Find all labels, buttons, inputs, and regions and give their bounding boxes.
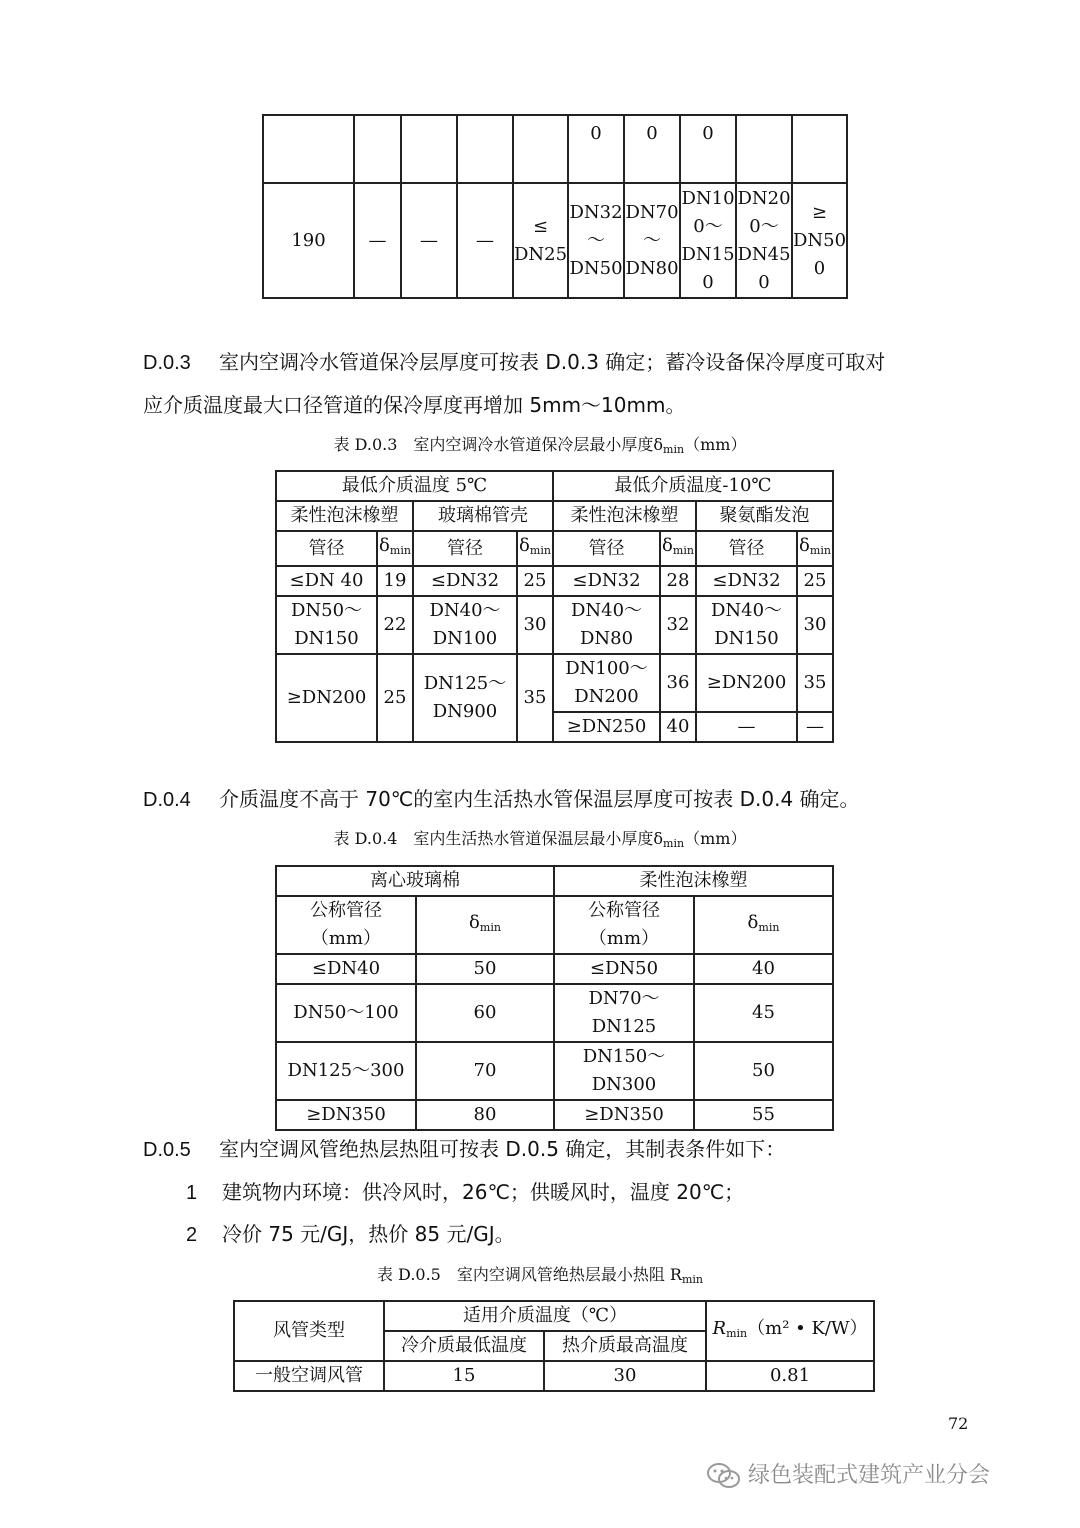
table-header: 最低介质温度-10℃ xyxy=(553,471,833,501)
table-row: ≤DN 40 19 ≤DN32 25 ≤DN32 28 ≤DN32 25 xyxy=(276,566,833,596)
d03-paragraph xyxy=(143,346,885,379)
top-table xyxy=(262,114,848,299)
table-header: $\delta_{min}$ xyxy=(517,531,553,566)
top-table-row-1 xyxy=(263,115,847,183)
d05-paragraph xyxy=(143,1133,785,1166)
table-header: 公称管径 （mm） xyxy=(554,896,694,954)
table-cell: ≥ DN50 0 xyxy=(792,183,847,298)
table-row: DN125～300 70 DN150～ DN300 50 xyxy=(276,1042,833,1100)
clause-text: 室内空调冷水管道保冷层厚度可按表 D.0.3 确定；蓄冷设备保冷厚度可取对 xyxy=(219,350,886,374)
wechat-icon xyxy=(706,1462,742,1490)
clause-text: 应介质温度最大口径管道的保冷厚度再增加 5mm～10mm。 xyxy=(143,393,686,417)
table-d05-caption: 表 D.0.5 室内空调风管绝热层最小热阻 $R_{min}$ xyxy=(376,1265,704,1286)
table-d03 xyxy=(275,470,834,743)
table-row: ≤DN40 50 ≤DN50 40 xyxy=(276,954,833,984)
table-row: ≥DN350 80 ≥DN350 55 xyxy=(276,1100,833,1130)
table-header: $\delta_{min}$ xyxy=(377,531,413,566)
table-row: ≥DN250 40 — — xyxy=(276,712,833,742)
d04-paragraph xyxy=(143,783,860,816)
table-header: $\delta_{min}$ xyxy=(416,896,554,954)
table-cell: DN32 ～ DN50 xyxy=(568,183,624,298)
watermark: 绿色装配式建筑产业分会 xyxy=(748,1463,991,1488)
table-header: $R_{min}(m^2$ • K/W） xyxy=(706,1301,874,1361)
table-cell: DN10 0～ DN15 0 xyxy=(680,183,736,298)
clause-text: 室内空调风管绝热层热阻可按表 D.0.5 确定，其制表条件如下： xyxy=(219,1137,786,1161)
table-header: 管径 xyxy=(696,531,797,566)
clause-number: D.0.3 xyxy=(143,352,191,374)
table-header: 热介质最高温度 xyxy=(544,1331,706,1361)
clause-text: 介质温度不高于 70℃的室内生活热水管保温层厚度可按表 D.0.4 确定。 xyxy=(219,787,860,811)
table-row: DN50～100 60 DN70～ DN125 45 xyxy=(276,984,833,1042)
table-header: 管径 xyxy=(276,531,377,566)
table-cell: — xyxy=(354,183,401,298)
table-header: 离心玻璃棉 xyxy=(276,866,554,896)
table-header: 适用介质温度（℃） xyxy=(384,1301,706,1331)
table-cell: DN20 0～ DN45 0 xyxy=(736,183,792,298)
table-row: DN50～ DN150 22 DN40～ DN100 30 DN40～ DN80 32 DN40～ DN150 30 xyxy=(276,596,833,654)
table-header: 冷介质最低温度 xyxy=(384,1331,544,1361)
table-d04-caption: 表 D.0.4 室内生活热水管道保温层最小厚度$\delta_{min}(mm)$ xyxy=(333,829,747,850)
table-cell: ≤ DN25 xyxy=(513,183,568,298)
clause-number: D.0.4 xyxy=(143,789,191,811)
table-d03-caption: 表 D.0.3 室内空调冷水管道保冷层最小厚度$\delta_{min}(mm)$ xyxy=(333,435,747,456)
table-cell: DN70 ～ DN80 xyxy=(624,183,680,298)
page-number: 72 xyxy=(948,1414,969,1433)
table-cell: — xyxy=(401,183,457,298)
table-header: 管径 xyxy=(553,531,660,566)
table-cell: 0 xyxy=(568,115,624,183)
table-cell: 0 xyxy=(680,115,736,183)
table-cell: — xyxy=(457,183,513,298)
table-d04 xyxy=(275,865,834,1131)
table-header: 玻璃棉管壳 xyxy=(413,501,553,531)
top-table-row-2 xyxy=(263,183,847,298)
d03-paragraph-line2 xyxy=(143,389,685,421)
clause-number: D.0.5 xyxy=(143,1139,191,1161)
table-header: 聚氨酯发泡 xyxy=(696,501,833,531)
table-header: $\delta_{min}$ xyxy=(660,531,696,566)
table-header: 公称管径 （mm） xyxy=(276,896,416,954)
table-header: $\delta_{min}$ xyxy=(694,896,833,954)
table-header: 柔性泡沫橡塑 xyxy=(554,866,833,896)
table-header: 柔性泡沫橡塑 xyxy=(553,501,696,531)
table-header: 风管类型 xyxy=(234,1301,384,1361)
table-header: 管径 xyxy=(413,531,517,566)
table-header: 柔性泡沫橡塑 xyxy=(276,501,413,531)
table-row: 一般空调风管 15 30 0.81 xyxy=(234,1361,874,1391)
table-cell: 0 xyxy=(624,115,680,183)
table-cell: 190 xyxy=(263,183,354,298)
table-header: 最低介质温度 5℃ xyxy=(276,471,553,501)
list-item: 1 建筑物内环境：供冷风时，26℃；供暖风时，温度 20℃； xyxy=(186,1180,745,1204)
list-item: 2 冷价 75 元/GJ，热价 85 元/GJ。 xyxy=(186,1222,515,1246)
table-row: ≥DN200 25 DN125～ DN900 35 DN100～ DN200 36 ≥DN200 35 xyxy=(276,654,833,712)
table-header: $\delta_{min}$ xyxy=(797,531,833,566)
table-d05 xyxy=(233,1300,875,1392)
